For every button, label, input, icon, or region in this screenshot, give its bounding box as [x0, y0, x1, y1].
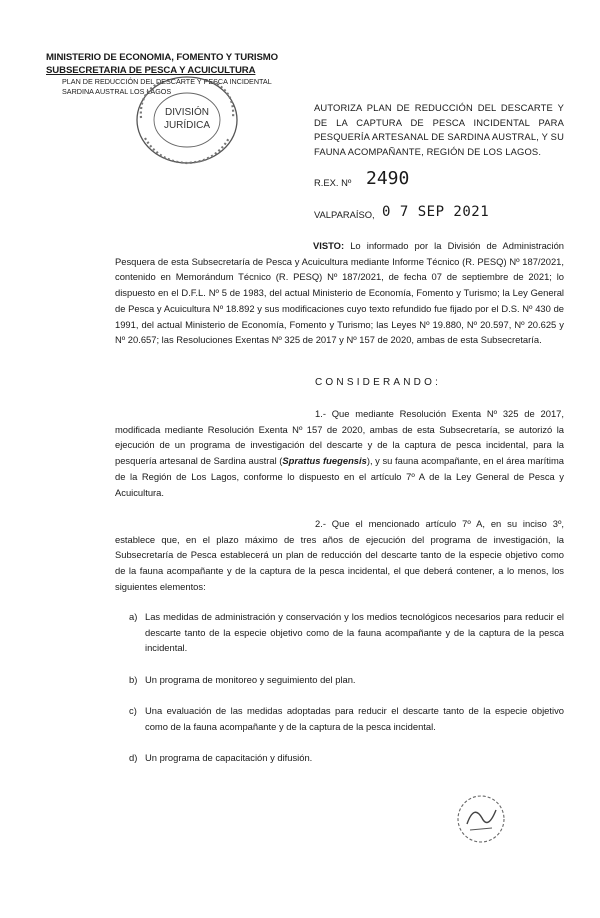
visto-paragraph [115, 238, 564, 348]
list-item [115, 609, 564, 656]
p1-text-pre: 1.- Que mediante Resolución Exenta Nº 325 de 2017, modificada mediante Resolución Exenta Nº 157 de 2020, ambas de esta Subsecretaría, se autorizó la ejecución de un programa de investigación del descarte y de la captura de pesca incidental, para la pesquería artesanal de Sardina austral ( [115, 408, 564, 467]
item-text: Un programa de monitoreo y seguimiento del plan. [145, 674, 356, 685]
subsecretaria-name: SUBSECRETARIA DE PESCA Y ACUICULTURA [46, 65, 256, 76]
item-text: Una evaluación de las medidas adoptadas para reducir el descarte tanto de la especie objetivo como de la fauna acompañante y de la captura de la pesca incidental. [145, 705, 564, 732]
item-letter: d) [129, 752, 138, 763]
considerando-paragraph-1 [115, 406, 564, 500]
place: VALPARAÍSO, [314, 209, 375, 220]
considerando-paragraph-2 [115, 516, 564, 595]
resolution-number: 2490 [366, 168, 410, 189]
visto-text: Lo informado por la División de Administración Pesquera de esta Subsecretaría de Pesca y Acuicultura mediante Informe Técnico (R. PESQ) Nº 187/2021, contenido en Memorándum Técnico (R. PESQ) Nº 187/2021, de fecha 07 de septiembre de 2021; lo dispuesto en el D.F.L. Nº 5 de 1983, del actual Ministerio de Economía, Fomento y Turismo; la Ley General de Pesca y Acuicultura Nº 18.892 y sus modificaciones cuyo texto refundido fue fijado por el D.S. Nº 430 de 1991, del actual Ministerio de Economía, Fomento y Turismo; las Leyes Nº 19.880, Nº 20.597, Nº 20.625 y Nº 20.657; las Resoluciones Exentas Nº 325 de 2017 y Nº 157 de 2020, ambas de esta Subsecretaría. [115, 240, 564, 346]
initials-stamp [450, 790, 512, 848]
item-text: Un programa de capacitación y difusión. [145, 752, 313, 763]
division-juridica-stamp [133, 72, 241, 168]
item-letter: c) [129, 705, 137, 716]
visto-label: VISTO: [313, 240, 345, 251]
list-item [115, 672, 564, 688]
list-item [115, 750, 564, 766]
resolution-label: R.EX. Nº [314, 177, 352, 188]
p1-text-post: ), y su fauna acompañante, en el área marítima de la Región de Los Lagos, conforme lo dispuesto en el artículo 7º A de la Ley General de Pesca y Acuicultura. [115, 455, 564, 498]
ministry-name: MINISTERIO DE ECONOMIA, FOMENTO Y TURISMO [46, 52, 279, 63]
list-item [115, 703, 564, 734]
date-stamp: 0 7 SEP 2021 [382, 204, 490, 220]
item-letter: a) [129, 611, 138, 622]
resolution-subject: AUTORIZA PLAN DE REDUCCIÓN DEL DESCARTE Y DE LA CAPTURA DE PESCA INCIDENTAL PARA PESQUERÍA ARTESANAL DE SARDINA AUSTRAL, Y SU FAUNA ACOMPAÑANTE, REGIÓN DE LOS LAGOS. [314, 102, 564, 157]
item-letter: b) [129, 674, 138, 685]
considerando-heading: CONSIDERANDO: [315, 377, 442, 388]
p2-text: 2.- Que el mencionado artículo 7º A, en su inciso 3º, establece que, en el plazo máximo de tres años de ejecución del programa de investigación, la Subsecretaría de Pesca establecerá un plan de reducción del descarte tanto de la especie objetivo como de la fauna acompañante y de la captura de la pesca incidental, el que deberá contener, a lo menos, los siguientes elementos: [115, 518, 564, 592]
item-text: Las medidas de administración y conservación y los medios tecnológicos necesarios para reducir el descarte tanto de la especie objetivo como de la fauna acompañante y de la captura de la pesca incidental. [145, 611, 564, 654]
plan-line-2: SARDINA AUSTRAL LOS LAGOS [62, 87, 172, 96]
stamp-line-1: DIVISIÓN [165, 107, 209, 118]
stamp-line-2: JURÍDICA [163, 120, 211, 131]
species-name: Sprattus fuegensis [282, 455, 367, 467]
plan-line-1: PLAN DE REDUCCIÓN DEL DESCARTE Y PESCA INCIDENTAL [62, 77, 272, 86]
